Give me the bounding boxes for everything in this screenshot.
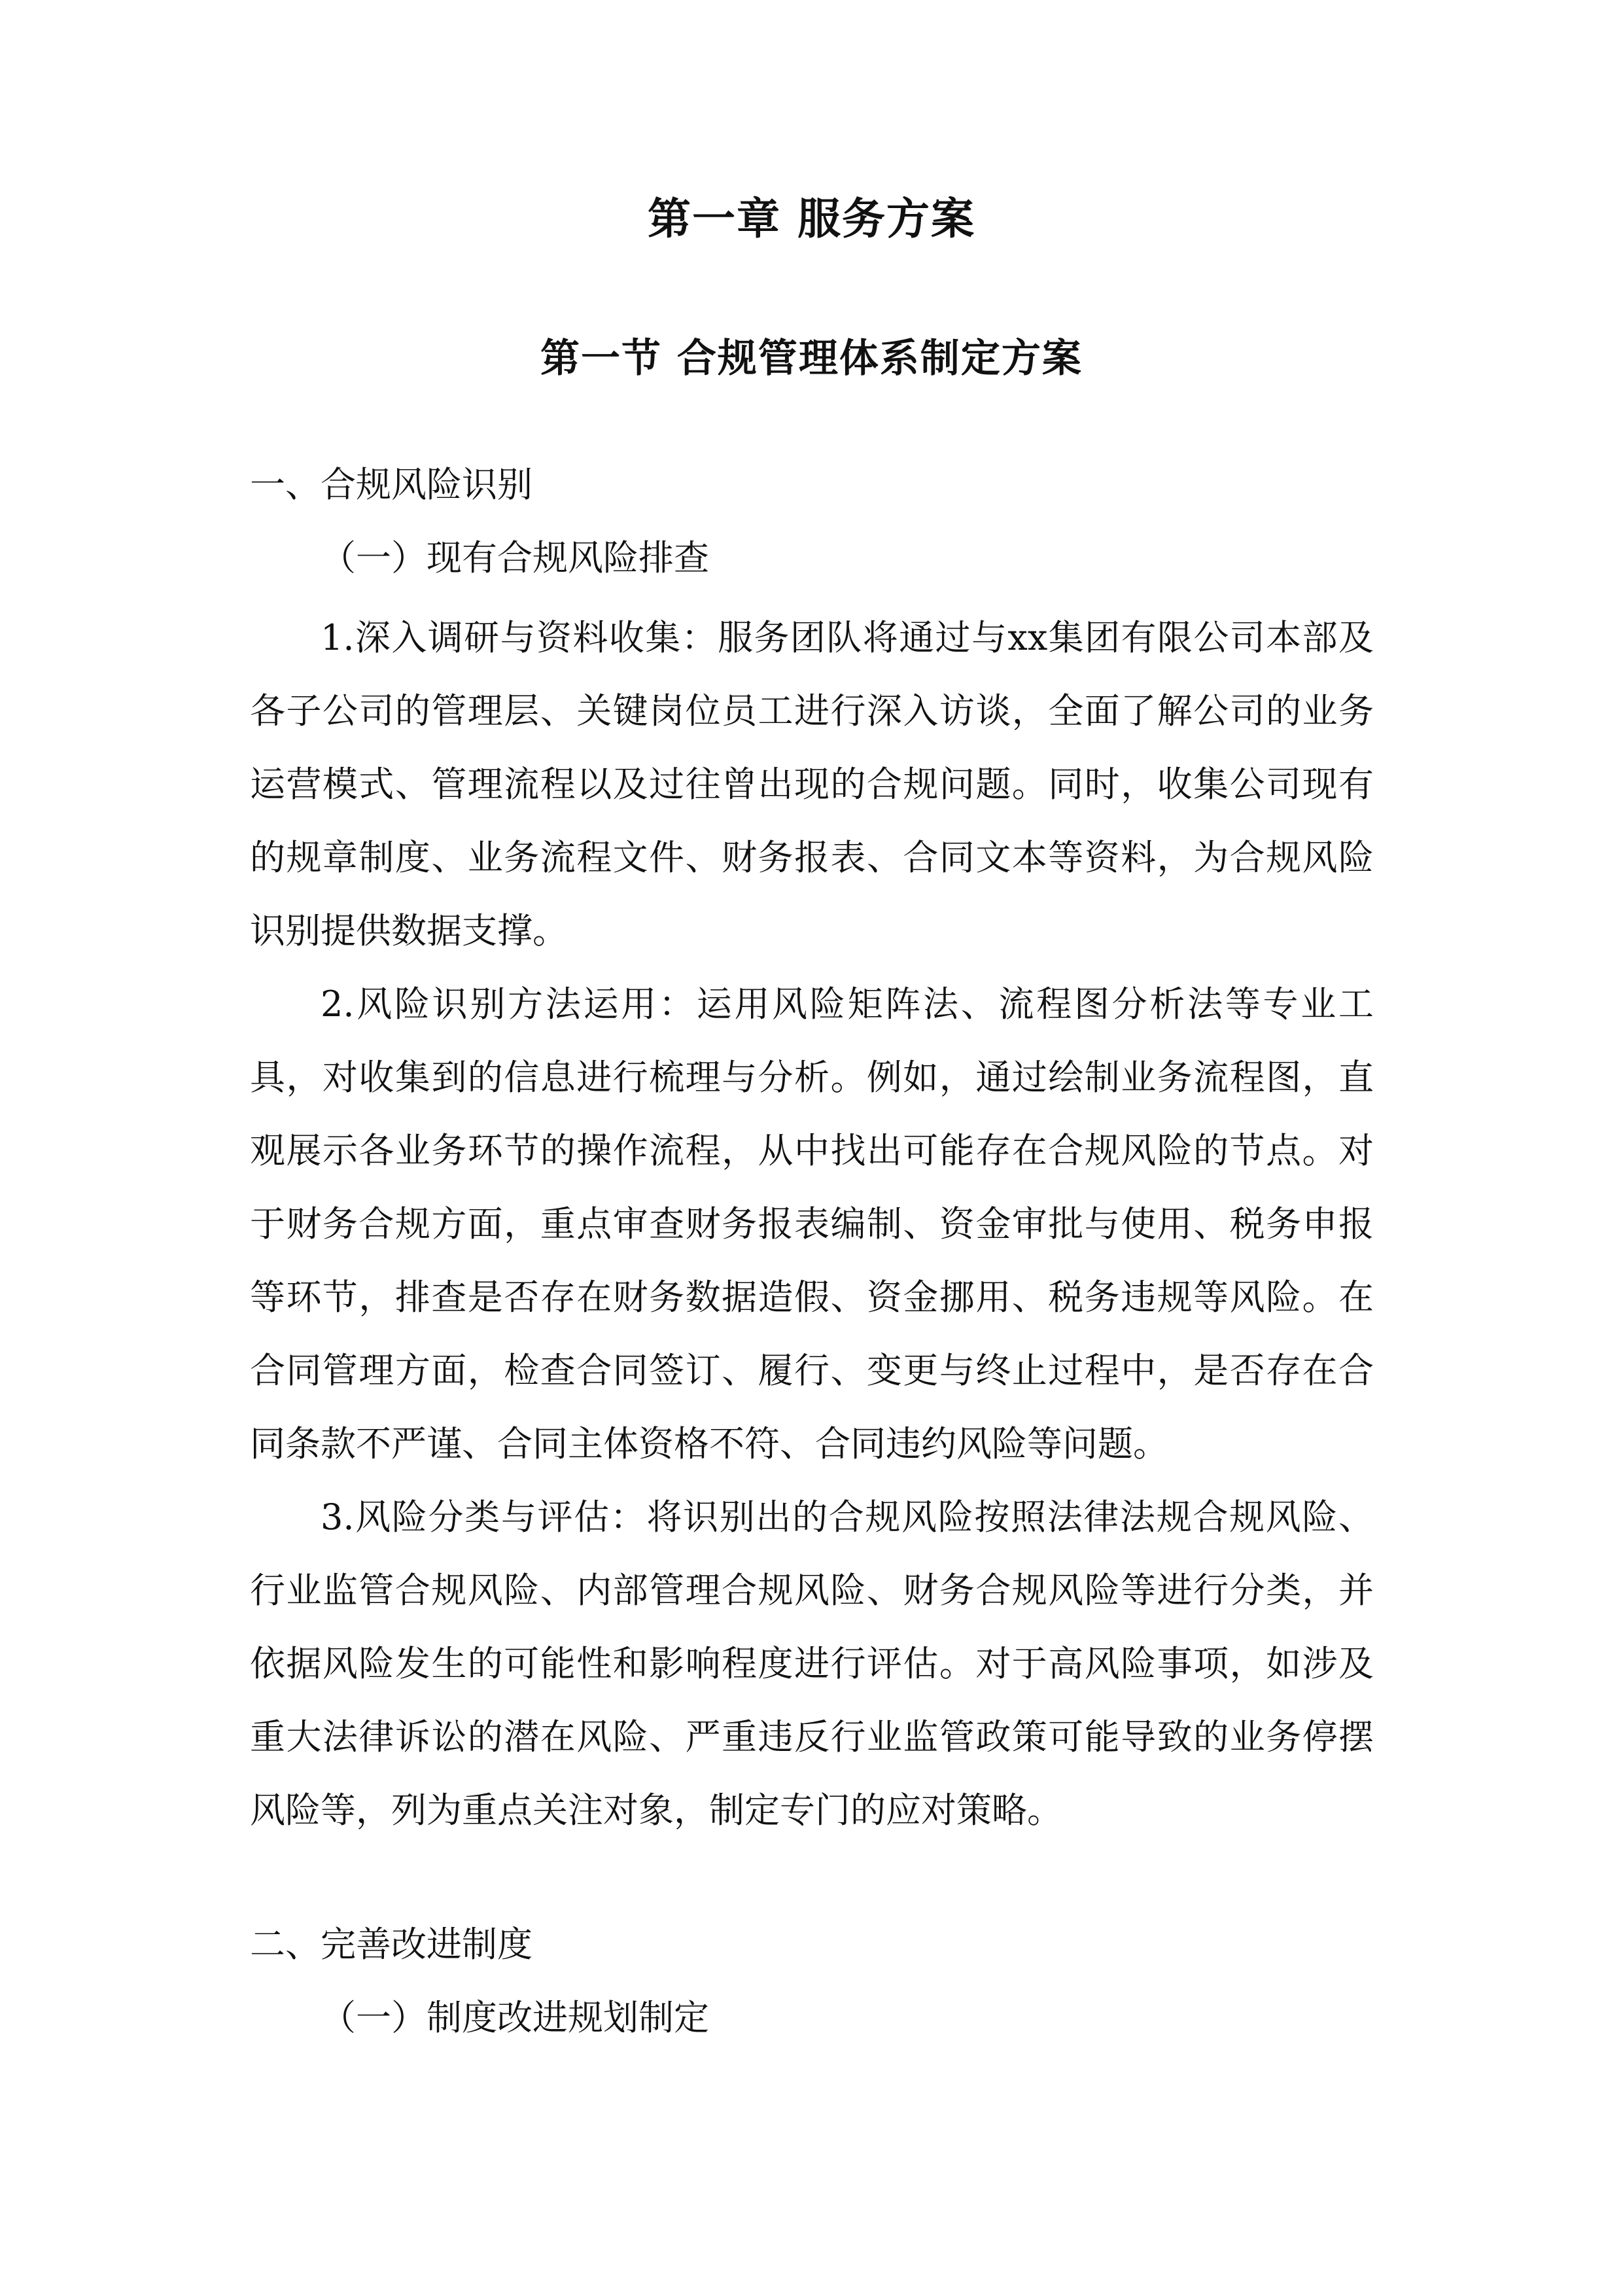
paragraph-1: 1.深入调研与资料收集：服务团队将通过与xx集团有限公司本部及各子公司的管理层、关键岗位员工进行深入访谈，全面了解公司的业务运营模式、管理流程以及过往曾出现的合规问题。同时，收集公司现有的规章制度、业务流程文件、财务报表、合同文本等资料，为合规风险识别提供数据支撑。 bbox=[250, 617, 1374, 951]
part1-subheading: （一）现有合规风险排查 bbox=[321, 537, 709, 578]
part1-heading: 一、合规风险识别 bbox=[250, 464, 532, 505]
section-title: 第一节 合规管理体系制定方案 bbox=[540, 336, 1083, 381]
paragraph-2: 2.风险识别方法运用：运用风险矩阵法、流程图分析法等专业工具，对收集到的信息进行梳理与分析。例如，通过绘制业务流程图，直观展示各业务环节的操作流程，从中找出可能存在合规风险的节点。对于财务合规方面，重点审查财务报表编制、资金审批与使用、税务申报等环节，排查是否存在财务数据造假、资金挪用、税务违规等风险。在合同管理方面，检查合同签订、履行、变更与终止过程中，是否存在合同条款不严谨、合同主体资格不符、合同违约风险等问题。 bbox=[250, 983, 1374, 1464]
part2-subheading: （一）制度改进规划制定 bbox=[321, 1997, 709, 2038]
part2-heading: 二、完善改进制度 bbox=[250, 1924, 532, 1965]
paragraph-3: 3.风险分类与评估：将识别出的合规风险按照法律法规合规风险、行业监管合规风险、内部管理合规风险、财务合规风险等进行分类，并依据风险发生的可能性和影响程度进行评估。对于高风险事项，如涉及重大法律诉讼的潜在风险、严重违反行业监管政策可能导致的业务停摆风险等，列为重点关注对象，制定专门的应对策略。 bbox=[250, 1496, 1374, 1831]
chapter-title: 第一章 服务方案 bbox=[648, 194, 975, 244]
